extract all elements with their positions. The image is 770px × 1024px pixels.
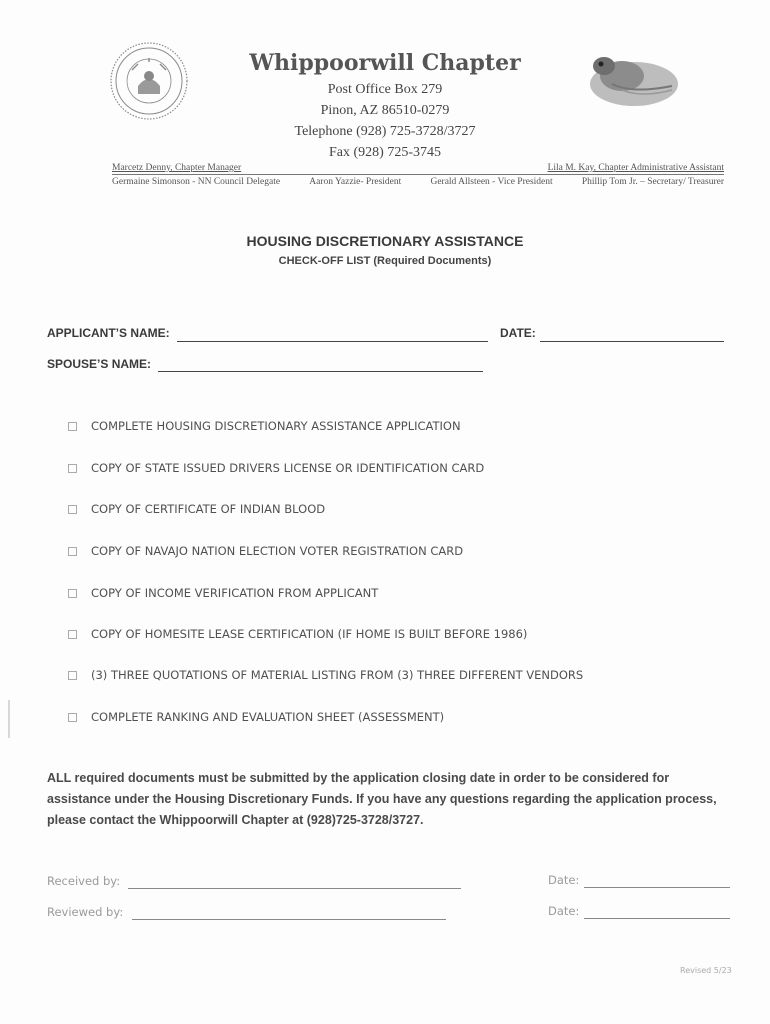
chapter-manager: Marcetz Denny, Chapter Manager (112, 163, 242, 173)
received-by-label: Received by: (47, 874, 121, 888)
checklist-item (68, 417, 461, 435)
received-date-field[interactable] (584, 887, 730, 888)
staff-line (112, 163, 724, 175)
checklist-item-label: COPY OF STATE ISSUED DRIVERS LICENSE OR IDENTIFICATION CARD (91, 461, 485, 475)
officer: Phillip Tom Jr. – Secretary/ Treasurer (581, 177, 724, 187)
checkbox[interactable] (68, 589, 77, 598)
chapter-admin-assistant: Lila M. Kay, Chapter Administrative Assistant (547, 163, 724, 173)
telephone-line: Telephone (928) 725-3728/3727 (294, 124, 476, 139)
reviewed-date-field[interactable] (584, 918, 730, 919)
date-field[interactable] (540, 341, 724, 342)
reviewed-by-field[interactable] (132, 919, 446, 920)
checkbox[interactable] (68, 422, 77, 431)
checklist-item-label: COMPLETE HOUSING DISCRETIONARY ASSISTANCE APPLICATION (91, 419, 461, 433)
applicant-name-field[interactable] (177, 341, 488, 342)
officer: Aaron Yazzie- President (309, 177, 402, 187)
checklist-item (68, 625, 527, 643)
checklist-item (68, 666, 583, 684)
reviewed-by-label: Reviewed by: (47, 905, 124, 919)
officer: Germaine Simonson - NN Council Delegate (112, 177, 281, 187)
checklist-item (68, 542, 463, 560)
spouse-name-label: SPOUSE’S NAME: (47, 357, 152, 371)
checklist-item-label: COPY OF CERTIFICATE OF INDIAN BLOOD (91, 502, 326, 516)
document-title: HOUSING DISCRETIONARY ASSISTANCE (246, 233, 524, 249)
fax-line: Fax (928) 725-3745 (329, 145, 441, 160)
checklist-item-label: COPY OF NAVAJO NATION ELECTION VOTER REGISTRATION CARD (91, 544, 464, 558)
checkbox[interactable] (68, 630, 77, 639)
checkbox[interactable] (68, 671, 77, 680)
checklist-item-label: COPY OF HOMESITE LEASE CERTIFICATION (IF HOME IS BUILT BEFORE 1986) (91, 627, 528, 641)
officer: Gerald Allsteen - Vice President (430, 177, 553, 187)
checklist-item (68, 459, 484, 477)
address-line-2: Pinon, AZ 86510-0279 (320, 103, 450, 118)
checkbox[interactable] (68, 464, 77, 473)
spouse-name-field[interactable] (158, 371, 483, 372)
scan-margin-mark (8, 700, 10, 738)
checklist-item (68, 500, 325, 518)
checklist-item (68, 584, 378, 602)
received-date-label: Date: (548, 873, 580, 887)
address-line-1: Post Office Box 279 (327, 82, 443, 97)
whippoorwill-bird-icon (582, 44, 684, 114)
reviewed-date-label: Date: (548, 904, 580, 918)
checklist-item-label: (3) THREE QUOTATIONS OF MATERIAL LISTING FROM (3) THREE DIFFERENT VENDORS (91, 668, 584, 682)
date-label: DATE: (500, 326, 536, 340)
received-by-field[interactable] (128, 888, 461, 889)
officers-line (112, 177, 724, 187)
checklist-item (68, 708, 444, 726)
checkbox[interactable] (68, 505, 77, 514)
applicant-name-label: APPLICANT’S NAME: (47, 326, 170, 340)
revision-note: Revised 5/23 (680, 966, 732, 975)
checklist-item-label: COPY OF INCOME VERIFICATION FROM APPLICANT (91, 586, 379, 600)
checkbox[interactable] (68, 713, 77, 722)
organization-name: Whippoorwill Chapter (249, 50, 521, 76)
submission-notice: ALL required documents must be submitted by the application closing date in order to be considered for assistance under the Housing Discretionary Funds. If you have any questions regarding the application process, please contact the Whippoorwill Chapter at (928)725-3728/3727. (47, 771, 717, 827)
document-subtitle: CHECK-OFF LIST (Required Documents) (278, 255, 492, 267)
chapter-seal-icon (108, 40, 190, 122)
checkbox[interactable] (68, 547, 77, 556)
checklist-item-label: COMPLETE RANKING AND EVALUATION SHEET (ASSESSMENT) (91, 710, 445, 724)
